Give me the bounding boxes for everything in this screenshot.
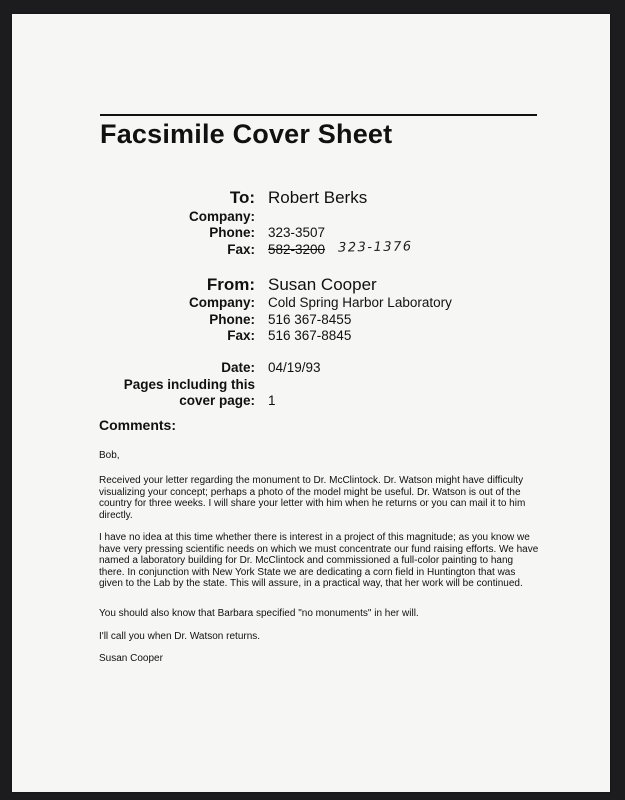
from-fax-label: Fax:	[227, 328, 255, 343]
comments-paragraph-1: Received your letter regarding the monument to Dr. McClintock. Dr. Watson might have difficulty visualizing your concept; perhaps a photo of the model might be useful. Dr. Watson is out of the country for three weeks. I will share your letter with him when he returns or you can mail it to him directly.	[99, 475, 526, 521]
from-phone: 516 367-8455	[268, 312, 352, 327]
to-fax-label: Fax:	[227, 242, 255, 257]
comments-greeting: Bob,	[99, 450, 120, 461]
title-rule	[100, 114, 537, 116]
pages-label-line1: Pages including this	[123, 377, 255, 392]
comments-signature: Susan Cooper	[99, 653, 163, 664]
pages-value: 1	[268, 393, 276, 408]
date-value: 04/19/93	[268, 360, 321, 375]
to-name: Robert Berks	[268, 188, 368, 207]
fax-cover-page	[12, 14, 610, 792]
to-label: To:	[229, 188, 255, 207]
to-fax-struck: 582-3200	[268, 242, 326, 257]
comments-paragraph-4: I'll call you when Dr. Watson returns.	[99, 631, 261, 642]
from-name: Susan Cooper	[268, 275, 377, 294]
to-company-label: Company:	[188, 209, 255, 224]
to-phone: 323-3507	[268, 225, 326, 240]
comments-paragraph-2: I have no idea at this time whether there is interest in a project of this magnitude; as you know we have very pressing scientific needs on which we must concentrate our fund raising efforts. We have named a laboratory building for Dr. McClintock and commissioned a full-color painting to hang there. In conjunction with New York State we are dedicating a corn field in Huntington that was given to the Lab by the state. This will assure, in a practical way, that her work will be continued.	[99, 532, 539, 589]
from-fax: 516 367-8845	[268, 328, 352, 343]
from-company-label: Company:	[188, 295, 255, 310]
to-phone-label: Phone:	[209, 225, 255, 240]
document-title: Facsimile Cover Sheet	[100, 119, 393, 149]
comments-label: Comments:	[99, 417, 177, 433]
date-label: Date:	[221, 360, 255, 375]
from-company: Cold Spring Harbor Laboratory	[268, 295, 452, 310]
pages-label-line2: cover page:	[179, 393, 255, 408]
from-label: From:	[206, 275, 255, 294]
comments-paragraph-3: You should also know that Barbara specified "no monuments" in her will.	[99, 608, 419, 619]
from-phone-label: Phone:	[209, 312, 255, 327]
to-fax-handwritten: 323-1376	[337, 239, 413, 256]
